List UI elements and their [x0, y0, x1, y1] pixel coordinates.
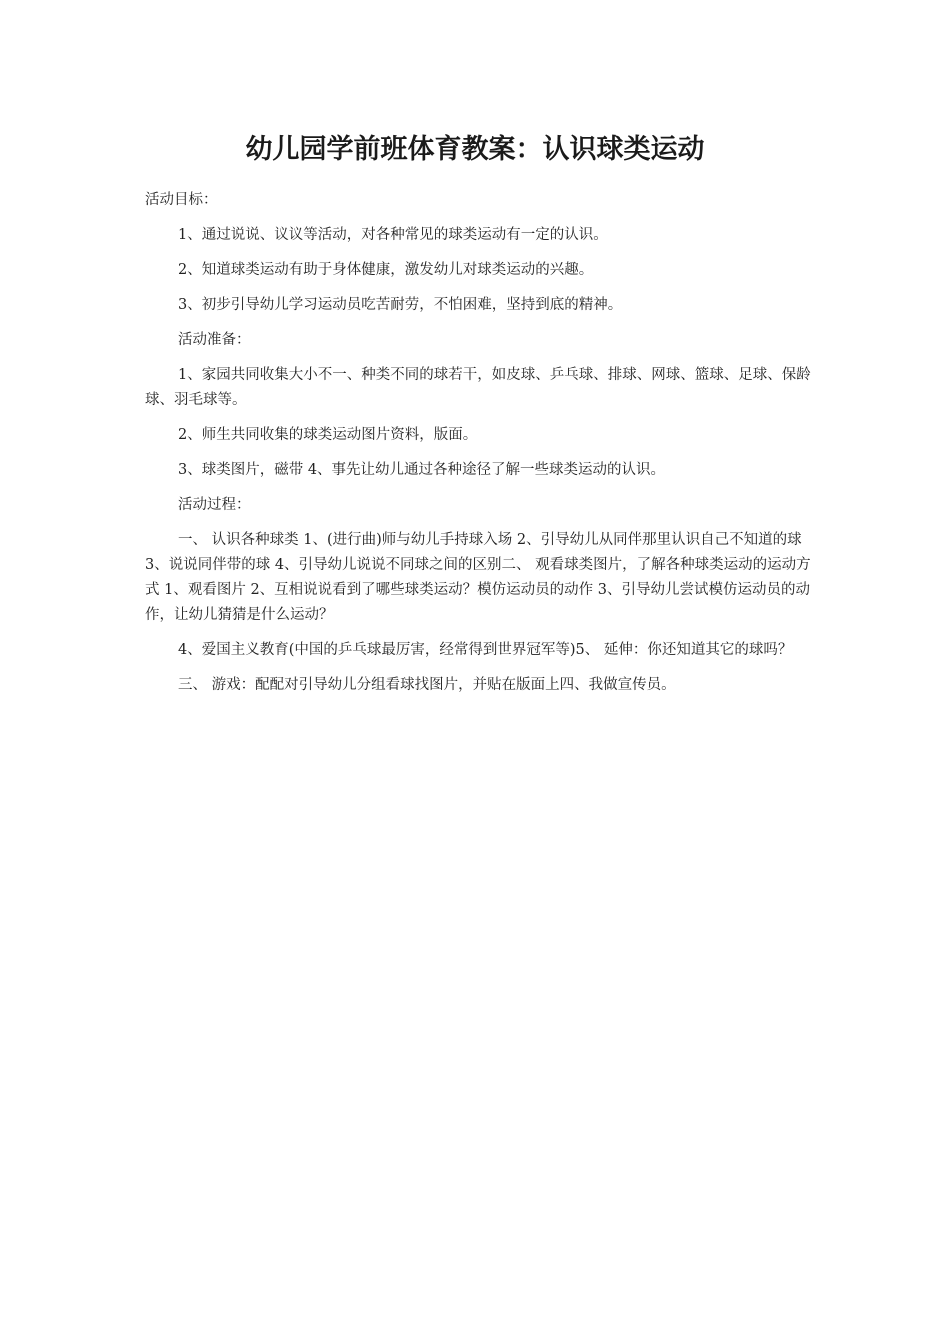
- paragraph: 1、家园共同收集大小不一、种类不同的球若干，如皮球、乒乓球、排球、网球、篮球、足球、保龄球、羽毛球等。: [145, 367, 811, 408]
- paragraph: 2、知道球类运动有助于身体健康，激发幼儿对球类运动的兴趣。: [178, 262, 594, 278]
- section-heading-process: 活动过程：: [178, 497, 251, 513]
- section-heading-preparation: 活动准备：: [178, 332, 251, 348]
- paragraph: 三、 游戏：配配对引导幼儿分组看球找图片，并贴在版面上四、我做宣传员。: [178, 677, 676, 693]
- paragraph: 3、初步引导幼儿学习运动员吃苦耐劳，不怕困难，坚持到底的精神。: [178, 297, 623, 313]
- document-body: [145, 188, 817, 698]
- paragraph: 1、通过说说、议议等活动，对各种常见的球类运动有一定的认识。: [178, 227, 608, 243]
- paragraph: 2、师生共同收集的球类运动图片资料，版面。: [178, 427, 478, 443]
- paragraph: 3、球类图片，磁带 4、事先让幼儿通过各种途径了解一些球类运动的认识。: [178, 462, 666, 478]
- document-title: 幼儿园学前班体育教案：认识球类运动: [245, 134, 705, 165]
- section-heading-goals: 活动目标：: [145, 192, 218, 208]
- paragraph: 4、爱国主义教育(中国的乒乓球最厉害，经常得到世界冠军等)5、 延伸：你还知道其它的球吗？: [178, 642, 793, 658]
- paragraph: 一、 认识各种球类 1、(进行曲)师与幼儿手持球入场 2、引导幼儿从同伴那里认识自己不知道的球 3、说说同伴带的球 4、引导幼儿说说不同球之间的区别二、 观看球类图片，了解各种球类运动的运动方式 1、观看图片 2、互相说说看到了哪些球类运动？模仿运动员的动作 3、引导幼儿尝试模仿运动员的动作，让幼儿猜猜是什么运动？: [145, 532, 811, 623]
